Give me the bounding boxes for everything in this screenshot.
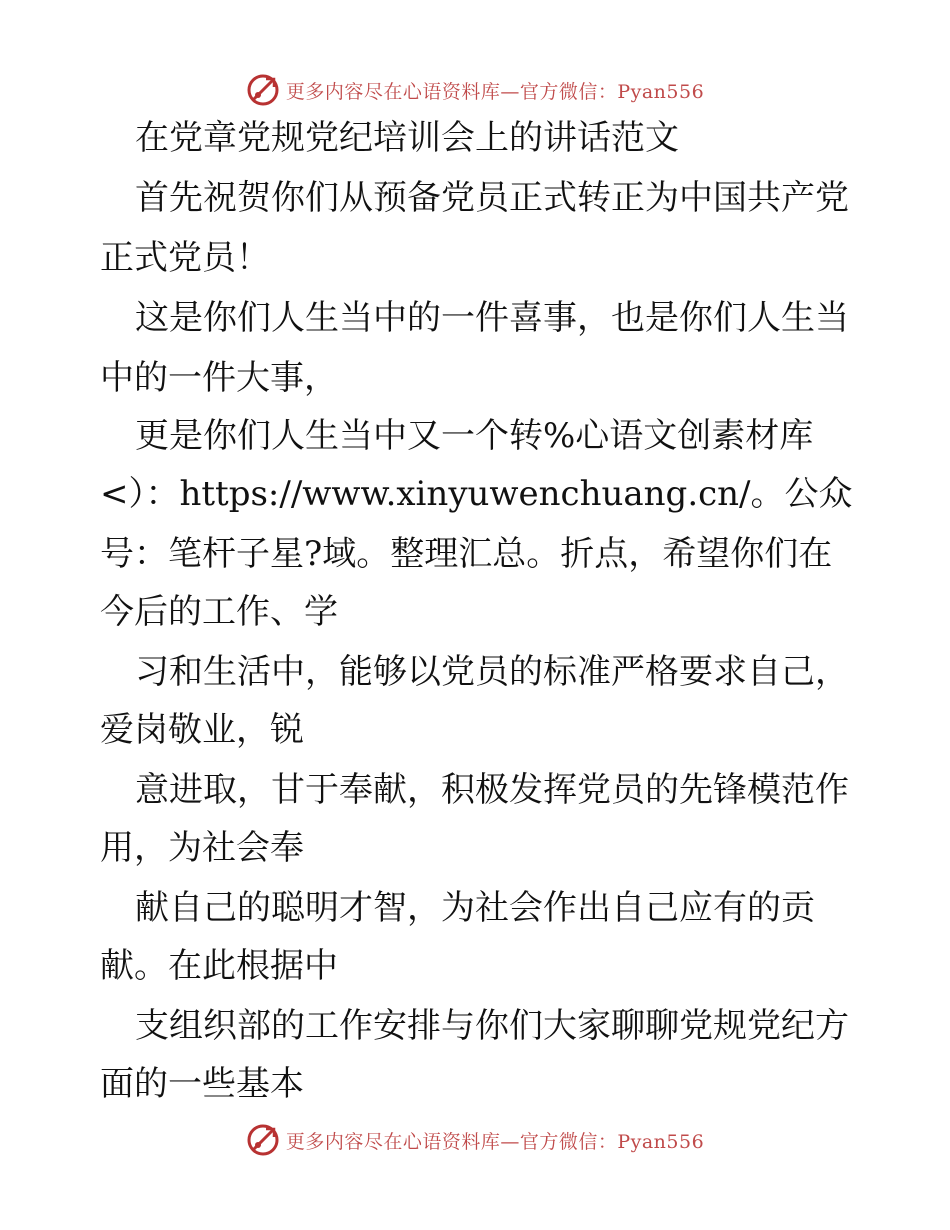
- quill-seal-logo-icon: [246, 1123, 280, 1157]
- text-line: 首先祝贺你们从预备党员正式转正为中国共产党: [135, 178, 849, 218]
- text-line: 这是你们人生当中的一件喜事，也是你们人生当: [135, 298, 849, 338]
- text-line: 献。在此根据中: [100, 946, 338, 986]
- header-banner: [0, 70, 950, 110]
- text-line: 习和生活中，能够以党员的标准严格要求自己，: [135, 652, 849, 692]
- quill-seal-logo-icon: [246, 73, 280, 107]
- text-line: 用，为社会奉: [100, 828, 304, 868]
- text-line: 今后的工作、学: [100, 592, 338, 632]
- text-line: 意进取，甘于奉献，积极发挥党员的先锋模范作: [135, 770, 849, 810]
- text-line: 更是你们人生当中又一个转%心语文创素材库: [135, 416, 814, 456]
- text-line: <）：https://www.xinyuwenchuang.cn/。公众: [100, 474, 853, 514]
- footer-banner-text: 更多内容尽在心语资料库—官方微信：Pyan556: [285, 1130, 705, 1153]
- text-line: 正式党员！: [100, 238, 270, 278]
- document-title: 在党章党规党纪培训会上的讲话范文: [135, 118, 679, 158]
- footer-banner: [0, 1120, 950, 1160]
- header-banner-text: 更多内容尽在心语资料库—官方微信：Pyan556: [285, 80, 705, 103]
- text-line: 面的一些基本: [100, 1064, 304, 1104]
- text-line: 中的一件大事，: [100, 358, 338, 398]
- text-line: 号：笔杆子星?域。整理汇总。折点，希望你们在: [100, 534, 833, 574]
- text-line: 献自己的聪明才智，为社会作出自己应有的贡: [135, 888, 815, 928]
- text-line: 支组织部的工作安排与你们大家聊聊党规党纪方: [135, 1006, 849, 1046]
- text-line: 爱岗敬业，锐: [100, 710, 304, 750]
